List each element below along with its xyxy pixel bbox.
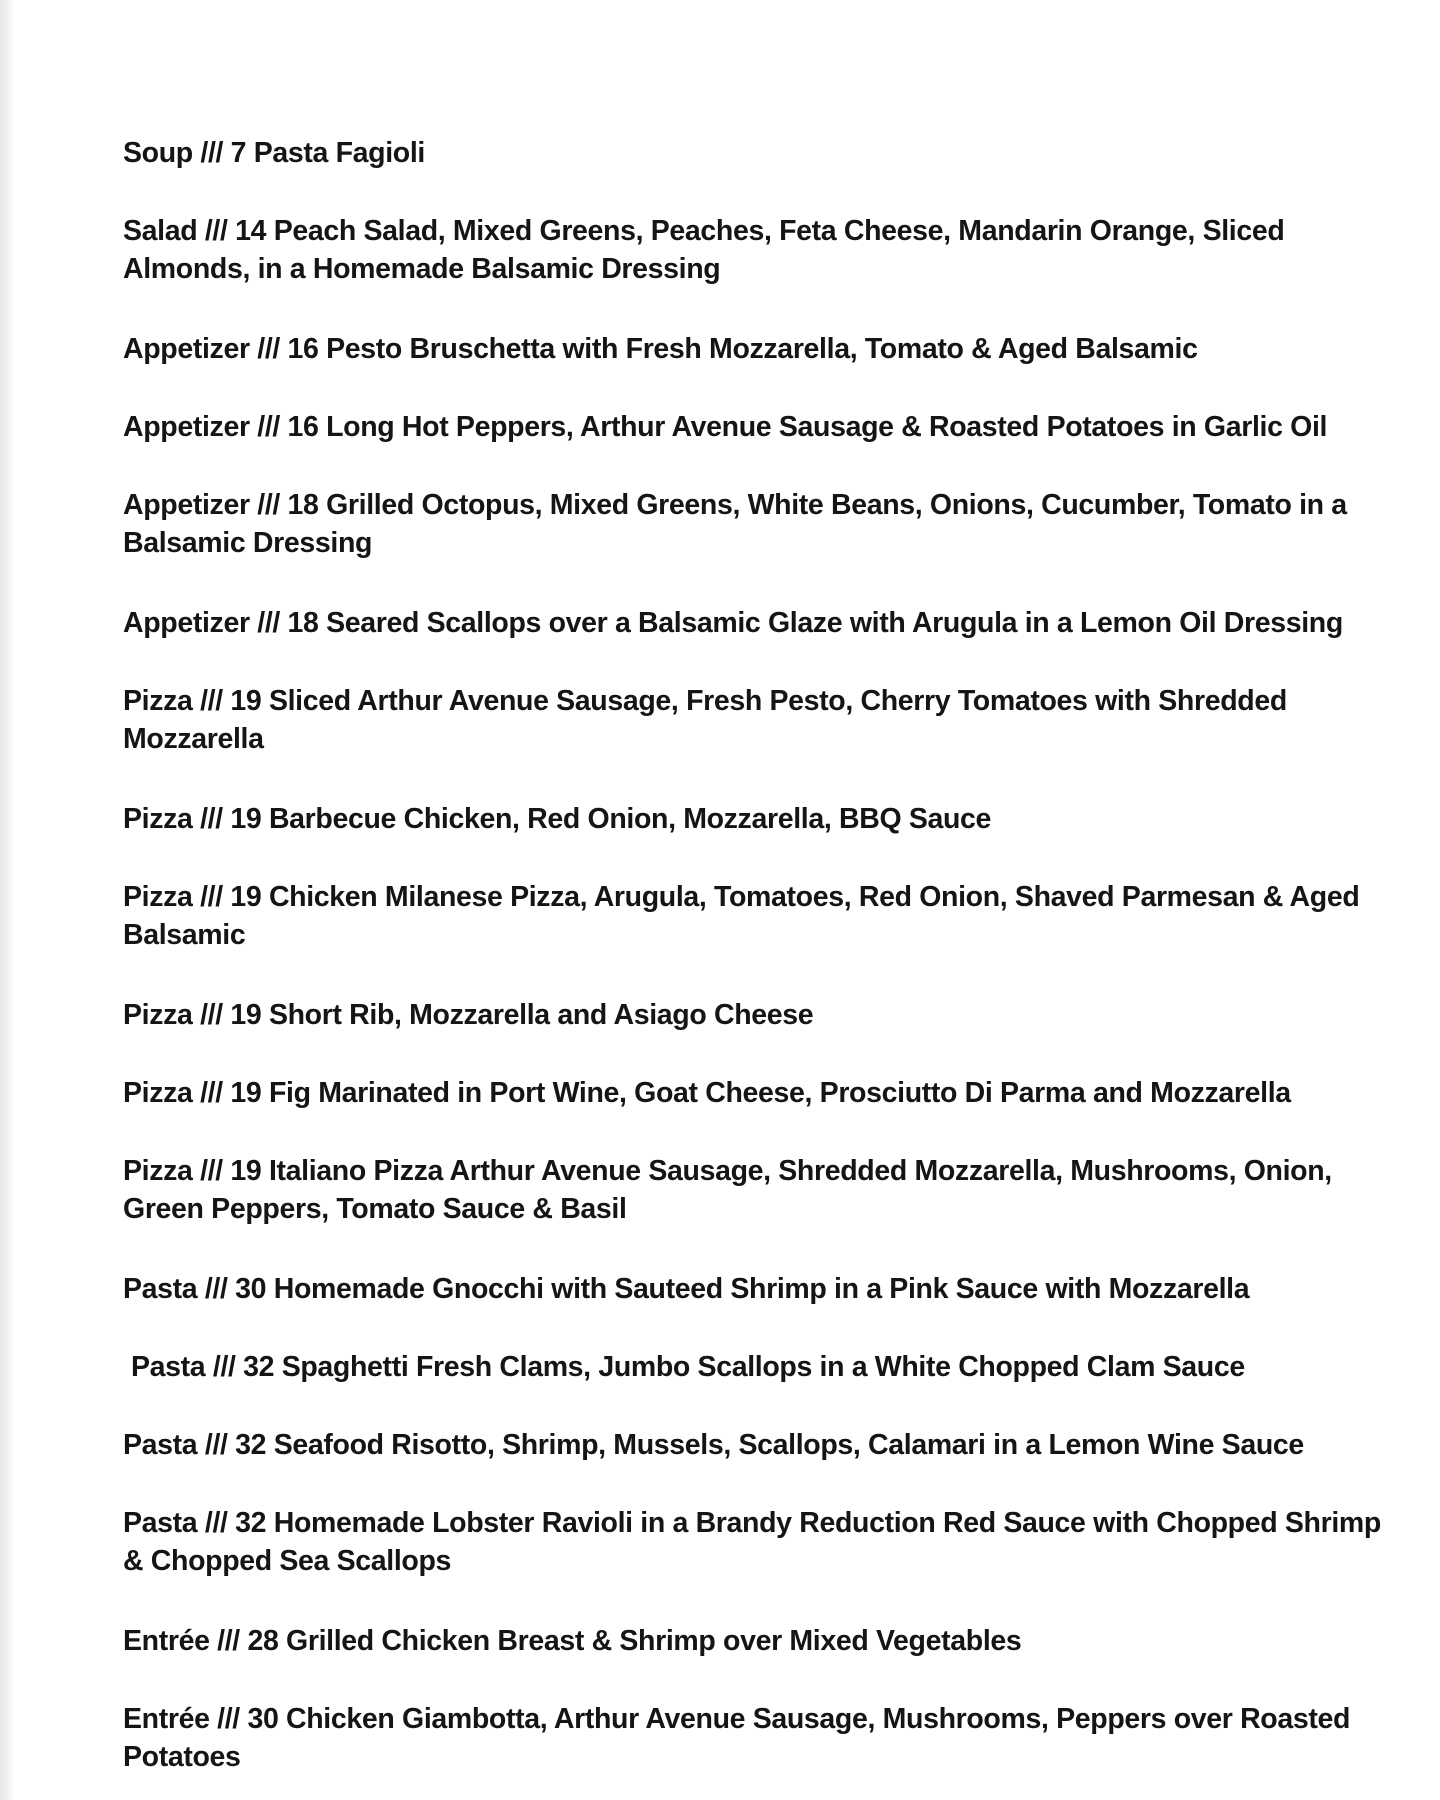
menu-item-pasta-lobster-ravioli: Pasta /// 32 Homemade Lobster Ravioli in a Brandy Reduction Red Sauce with Chopped Shrimp & Chopped Sea Scallops [123,1507,1381,1577]
page-edge-shadow [0,0,13,1800]
menu-item-pasta-seafood-risotto: Pasta /// 32 Seafood Risotto, Shrimp, Mussels, Scallops, Calamari in a Lemon Wine Sauce [123,1429,1304,1461]
menu-item-pizza-italiano: Pizza /// 19 Italiano Pizza Arthur Avenue Sausage, Shredded Mozzarella, Mushrooms, Onion, Green Peppers, Tomato Sauce & Basil [123,1155,1332,1225]
menu-item-pizza-sausage-pesto: Pizza /// 19 Sliced Arthur Avenue Sausage, Fresh Pesto, Cherry Tomatoes with Shredded Mozzarella [123,685,1287,755]
menu-item-appetizer-pesto-bruschetta: Appetizer /// 16 Pesto Bruschetta with Fresh Mozzarella, Tomato & Aged Balsamic [123,333,1198,365]
menu-item-pasta-spaghetti-clams: Pasta /// 32 Spaghetti Fresh Clams, Jumbo Scallops in a White Chopped Clam Sauce [131,1351,1245,1383]
menu-item-pizza-short-rib: Pizza /// 19 Short Rib, Mozzarella and Asiago Cheese [123,999,814,1031]
menu-item-pasta-gnocchi: Pasta /// 30 Homemade Gnocchi with Sauteed Shrimp in a Pink Sauce with Mozzarella [123,1273,1250,1305]
menu-item-entree-chicken-giambotta: Entrée /// 30 Chicken Giambotta, Arthur Avenue Sausage, Mushrooms, Peppers over Roasted Potatoes [123,1703,1351,1773]
menu-item-salad-peach: Salad /// 14 Peach Salad, Mixed Greens, Peaches, Feta Cheese, Mandarin Orange, Sliced Almonds, in a Homemade Balsamic Dressing [123,215,1285,285]
menu-item-appetizer-grilled-octopus: Appetizer /// 18 Grilled Octopus, Mixed Greens, White Beans, Onions, Cucumber, Tomato in a Balsamic Dressing [123,489,1347,559]
menu-item-entree-chicken-shrimp: Entrée /// 28 Grilled Chicken Breast & Shrimp over Mixed Vegetables [123,1625,1022,1657]
menu-item-appetizer-long-hot-peppers: Appetizer /// 16 Long Hot Peppers, Arthur Avenue Sausage & Roasted Potatoes in Garlic Oil [123,411,1328,443]
menu-item-pizza-bbq-chicken: Pizza /// 19 Barbecue Chicken, Red Onion, Mozzarella, BBQ Sauce [123,803,992,835]
menu-item-appetizer-seared-scallops: Appetizer /// 18 Seared Scallops over a Balsamic Glaze with Arugula in a Lemon Oil Dressing [123,607,1343,639]
menu-item-soup-pasta-fagioli: Soup /// 7 Pasta Fagioli [123,137,425,169]
menu-item-pizza-fig: Pizza /// 19 Fig Marinated in Port Wine, Goat Cheese, Prosciutto Di Parma and Mozzarella [123,1077,1291,1109]
menu-item-pizza-chicken-milanese: Pizza /// 19 Chicken Milanese Pizza, Arugula, Tomatoes, Red Onion, Shaved Parmesan & Aged Balsamic [123,881,1360,951]
